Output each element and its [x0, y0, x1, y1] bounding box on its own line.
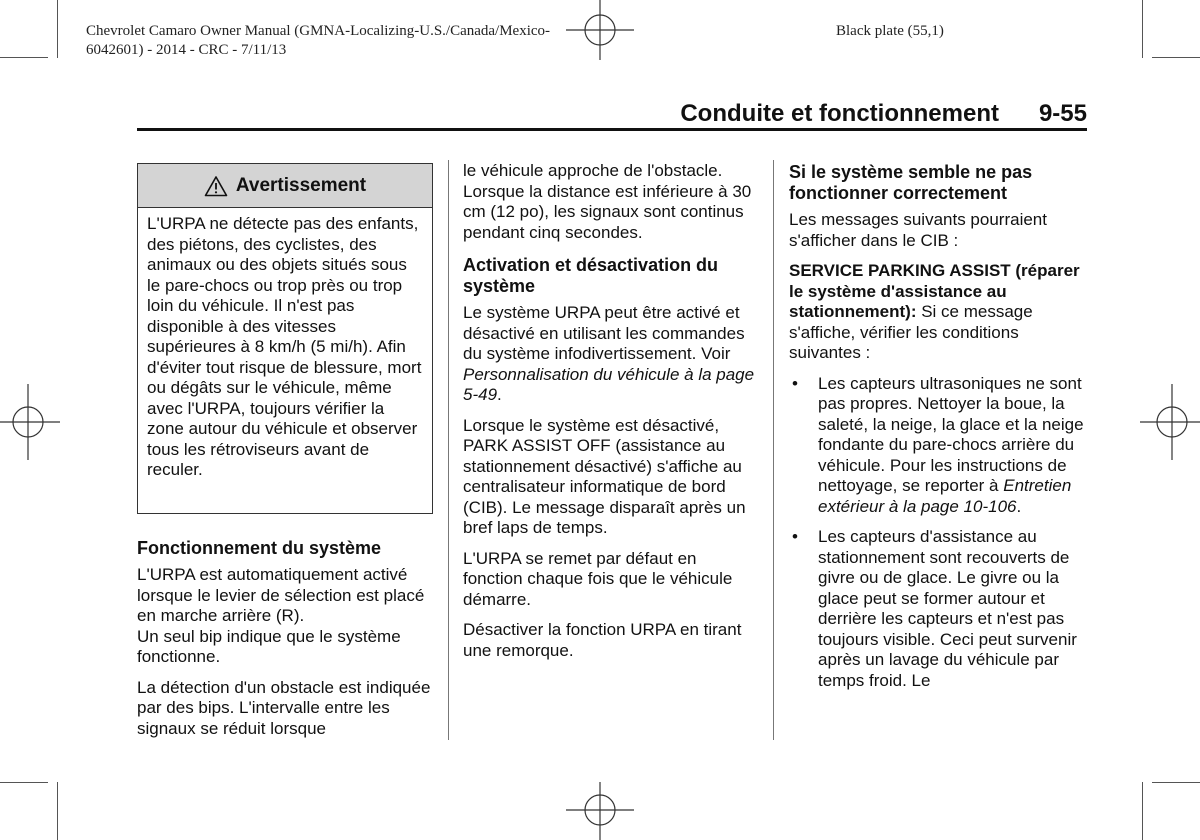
paragraph: La détection d'un obstacle est indiquée par des bips. L'intervalle entre les signaux se réduit lorsque — [137, 677, 431, 738]
paragraph: L'URPA est automatiquement activé lorsque le levier de sélection est placé en marche arrière (R). — [137, 565, 425, 625]
crop-mark — [1152, 782, 1200, 783]
list-item — [789, 374, 1089, 518]
warning-text: L'URPA ne détecte pas des enfants, des piétons, des cyclistes, des animaux ou des objets situés sous le pare-chocs ou trop près ou trop loin du véhicule. Il n'est pas disponible à des vitesses supérieures à 8 km/h (5 mi/h). Afin d'éviter tout risque de blessure, mort ou dégâts sur le véhicule, même avec l'URPA, toujours vérifier la zone autour du véhicule et observer tous les rétroviseurs avant de reculer. — [147, 214, 422, 479]
crop-mark — [0, 57, 48, 58]
plate-label: Black plate (55,1) — [836, 23, 944, 39]
registration-mark-icon — [566, 782, 634, 840]
crop-mark — [0, 782, 48, 783]
cross-reference-link[interactable]: Personnalisation du véhicule à la page 5-49 — [463, 364, 755, 404]
column-2 — [463, 161, 759, 671]
section-heading: Si le système semble ne pas fonctionner correctement — [789, 162, 1033, 203]
registration-mark-icon — [1140, 384, 1200, 460]
print-header — [86, 22, 550, 60]
section-title: Conduite et fonctionnement — [680, 100, 999, 127]
paragraph: Les messages suivants pourraient s'afficher dans le CIB : — [789, 210, 1047, 250]
list-item-text: Les capteurs d'assistance au stationnement sont recouverts de givre ou de glace. Le givre ou la glace peut se former autour et derrière les capteurs et n'est pas toujours visible. Ceci peut survenir après un lavage du véhicule par temps froid. Le — [818, 527, 1077, 690]
registration-mark-icon — [566, 0, 634, 60]
punctuation: . — [497, 385, 502, 404]
punctuation: . — [1016, 496, 1022, 516]
registration-mark-icon — [0, 384, 60, 460]
print-header-line1: Chevrolet Camaro Owner Manual (GMNA-Localizing-U.S./Canada/Mexico- — [86, 23, 551, 39]
column-divider — [773, 160, 774, 740]
paragraph: Désactiver la fonction URPA en tirant une remorque. — [463, 620, 742, 660]
message-name: SERVICE PARKING ASSIST (réparer le système d'assistance au stationnement): — [789, 261, 1080, 321]
bullet-icon: • — [792, 527, 798, 546]
column-1 — [137, 538, 434, 749]
list-item-text: Les capteurs ultrasoniques ne sont pas propres. Nettoyer la boue, la saleté, la neige, la glace et la neige fondante du pare-chocs arrière du véhicule. Pour les instructions de nettoyage, se reporter à — [818, 373, 1084, 495]
paragraph — [789, 261, 1089, 364]
warning-box — [137, 163, 433, 514]
bullet-list — [789, 374, 1089, 692]
paragraph: Un seul bip indique que le système fonctionne. — [137, 626, 401, 666]
crop-mark — [1142, 0, 1143, 58]
bullet-icon: • — [792, 373, 798, 393]
crop-mark — [57, 0, 58, 58]
crop-mark — [1142, 782, 1143, 840]
page-number: 9-55 — [1038, 100, 1087, 127]
section-heading: Activation et désactivation du système — [463, 255, 719, 296]
paragraph-text: Le système URPA peut être activé et désactivé en utilisant les commandes du système infodivertissement. Voir — [463, 303, 745, 363]
print-header-line2: 6042601) - 2014 - CRC - 7/11/13 — [86, 42, 287, 58]
crop-mark — [1152, 57, 1200, 58]
warning-triangle-icon — [204, 175, 228, 197]
warning-header — [138, 164, 432, 208]
paragraph: L'URPA se remet par défaut en fonction chaque fois que le véhicule démarre. — [463, 548, 733, 609]
paragraph — [463, 303, 759, 406]
crop-mark — [57, 782, 58, 840]
paragraph: Lorsque le système est désactivé, PARK ASSIST OFF (assistance au stationnement désactivé) s'affiche au centralisateur informatique de bord (CIB). Le message disparaît après un bref laps de temps. — [463, 415, 746, 537]
column-3 — [789, 162, 1089, 701]
column-divider — [448, 160, 449, 740]
paragraph: le véhicule approche de l'obstacle. Lorsque la distance est inférieure à 30 cm (12 po), les signaux sont continus pendant cinq secondes. — [463, 161, 752, 242]
cross-reference-link[interactable]: Entretien extérieur à la page 10-106 — [818, 476, 1072, 516]
section-heading: Fonctionnement du système — [137, 538, 382, 558]
paragraph-text: Si ce message s'affiche, vérifier les conditions suivantes : — [789, 302, 1033, 362]
warning-title: Avertissement — [235, 174, 367, 196]
header-rule — [137, 128, 1087, 131]
page-header — [137, 100, 1087, 128]
list-item — [789, 527, 1089, 691]
